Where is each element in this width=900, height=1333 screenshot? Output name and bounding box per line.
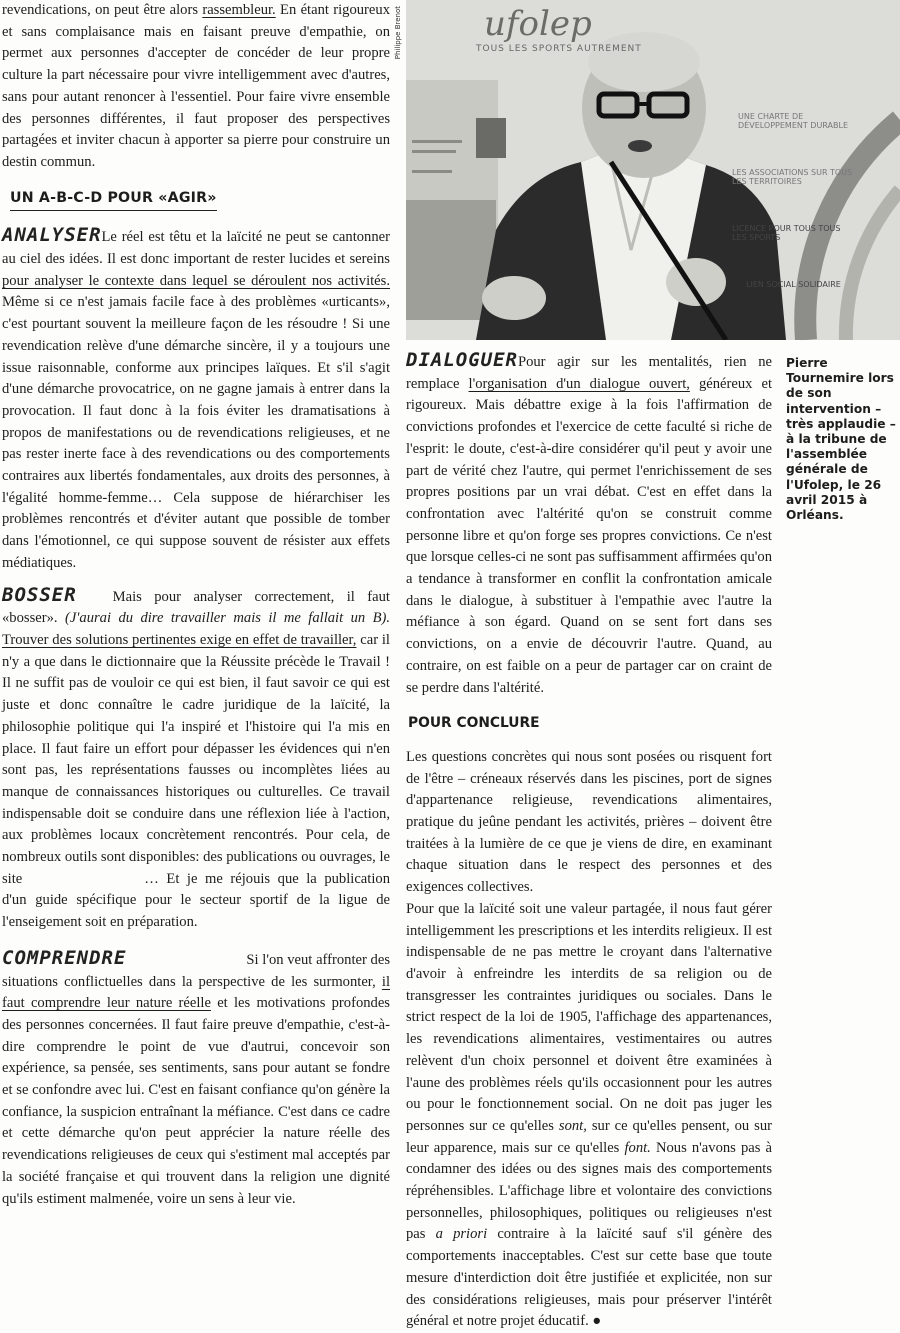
paragraph-conclure-1: Les questions concrètes qui nous sont posées ou risquent fort de l'être – créneaux réservés dans les piscines, port de signes d'appartenance religieuse, revendications alimentaires, pratique du jeûne pendant les activités, prières – doivent être traitées à la lumière de ce que je viens de dire, en examinant chaque situation dans le respect des personnes et des exigences collectives. (406, 748, 772, 896)
photo-credit: Philippe Brenot (394, 6, 402, 60)
underline-rassembleur: rassembleur. (202, 2, 276, 18)
photo-caption: Pierre Tournemire lors de son intervention – très applaudie – à la tribune de l'assemblée générale de l'Ufolep, le 26 avril 2015 à Orléans. (786, 356, 896, 523)
banner-associations: LES ASSOCIATIONS SUR TOUS LES TERRITOIRES (732, 168, 853, 186)
paragraph-intro: revendications, on peut être alors rassembleur. En étant rigoureux et sans complaisance mais en faisant preuve d'empathie, on permet aux personnes d'accepter de concéder de leur propre culture la part nécessaire pour vivre intelligemment avec d'autres, sans pour autant renoncer à l'essentiel. Pour faire vivre ensemble des personnes différentes, il faut proposer des perspectives partagées et inviter chacun à apporter sa pierre pour construire un destin commun. (2, 2, 390, 170)
paragraph-comprendre: COMPRENDRE Si l'on veut affronter des situations conflictuelles dans la perspective de les surmonter, il faut comprendre leur nature réelle et les motivations profondes des personnes concernées. Il faut faire preuve d'empathie, c'est-à-dire comprendre le point de vue d'autrui, concevoir son expérience, sa pensée, ses sentiments, sans pour autant se fondre et se confondre avec lui. C'est en faisant confiance qu'on génère la confiance, la suspicion entraînant la méfiance. C'est dans ce cadre et cette démarche qu'on peut apprécier la nature réelle des revendications religieuses de ceux qui s'estiment mal acceptés par la société française et qui trouvent dans la religion une dignité qu'ils estiment malmenée, voire un sens à leur vie. (2, 946, 390, 1207)
banner-licence: LICENCE POUR TOUS TOUS LES SPORTS (732, 224, 841, 242)
handwritten-analyser: ANALYSER (2, 224, 102, 247)
paragraph-bosser: BOSSER Mais pour analyser correctement, il faut «bosser». (J'aurai du dire travailler mais il me fallait un B). Trouver des solutions pertinentes exige en effet de travailler, car il n'y a que dans le dictionnaire que la Réussite précède le Travail ! Il ne suffit pas de vouloir ce qui est bien, il faut savoir ce qui est juste et donc connaître le cadre juridique de la laïcité, la philosophie politique qui l'a inspiré et l'histoire qui l'a mis en place. Il faut faire un effort pour dépasser les évidences qui n'en sont pas, les représentations fausses ou incomplètes liées au manque de connaissances historiques ou culturelles. Ce travail indispensable doit se conduire dans une réflexion liée à l'action, aux problèmes locaux concrètement rencontrés. Pour cela, de nombreux outils sont disponibles: des publications ou ouvrages, le site … Et je me réjouis que la publication d'un guide spécifique pour le secteur sportif de la ligue de l'enseigement soit en préparation. (2, 583, 390, 931)
banner-lien-social: LIEN SOCIAL SOLIDAIRE (746, 280, 841, 289)
ufolep-logo: ufolep (484, 4, 592, 44)
section-title-abcd: UN A-B-C-D POUR «AGIR» (10, 188, 217, 212)
paragraph-analyser: ANALYSERLe réel est têtu et la laïcité ne peut se cantonner au ciel des idées. Il est donc important de rester lucides et sereins pour analyser le contexte dans lequel se déroulent nos activités. Même si ce n'est jamais facile face à des problèmes «urticants», c'est pourtant souvent la meilleure façon de les résoudre ! Si une revendication relève d'une démarche sincère, il y a toujours une issue raisonnable, conforme aux principes laïques. Et s'il s'agit d'une démarche provocatrice, on ne gagne jamais à entrer dans la provocation. Il faut donc à la fois éviter les dramatisations à propos de manifestations ou de revendications religieuses, et ne pas rester inerte face à des revendications ou des comportements contraires aux libertés fondamentales, aux droits des personnes, à l'égalité homme-femme… Cela suppose de hiérarchiser les problèmes rencontrés et d'éviter autant que possible de tomber dans l'émotionnel, ce qui suppose souvent de résister aux effets médiatiques. (2, 224, 390, 571)
ufolep-tagline: TOUS LES SPORTS AUTREMENT (476, 44, 642, 54)
handwritten-comprendre: COMPRENDRE (2, 946, 127, 969)
section-title-conclure: POUR CONCLURE (408, 715, 540, 732)
right-column (406, 342, 772, 1333)
end-mark: ● (592, 1313, 602, 1330)
speaker-photo (406, 0, 900, 340)
handwritten-dialoguer: DIALOGUER (406, 349, 518, 371)
banner-charte: UNE CHARTE DE DÉVELOPPEMENT DURABLE (738, 112, 849, 130)
handwritten-bosser: BOSSER (2, 583, 77, 606)
paragraph-dialoguer: DIALOGUERPour agir sur les mentalités, rien ne remplace l'organisation d'un dialogue ouvert, généreux et rigoureux. Mais débattre exige à la fois l'affirmation de convictions profondes et l'exercice de cette faculté si riche de l'esprit: le doute, c'est-à-dire considérer qu'il peut y avoir une part de vérité chez l'autre, qui permet l'enrichissement de ses propres positions par un vrai débat. C'est en effet dans la confrontation avec l'altérité qu'on se construit comme personne libre et qu'on forge ses propres convictions. Ce n'est que lorsque celles-ci ne sont pas suffisamment affirmées qu'on a tendance à transformer en conflit la confrontation amicale dans le dialogue, à substituer à l'empathie avec l'autre la méfiance à son égard. Quand on se sent fort dans ses convictions, on a envie de découvrir l'autre. Quand, au contraire, on est faible on a peur de partager car on craint de se perdre dans l'altérité. (406, 349, 772, 696)
left-column (0, 0, 390, 1210)
paragraph-conclure-2: Pour que la laïcité soit une valeur partagée, il nous faut gérer intelligemment les prescriptions et les interdits religieux. Il est indispensable de ne pas mettre le croyant dans l'alternative d'avoir à enfreindre les interdits de sa religion ou de transgresser les contraintes juridiques ou sociales. Dans le strict respect de la loi de 1905, l'affichage des appartenances, les revendications alimentaires, vestimentaires ou autres relèvent d'un choix personnel et doivent être examinées à l'aune des problèmes réels qu'ils occasionnent pour les autres ou pour le fonctionnement social. On ne doit pas juger les personnes sur ce qu'elles sont, sur ce qu'elles pensent, ou sur leur apparence, mais sur ce qu'elles font. Nous n'avons pas à condamner des idées ou des signes mais des comportements répréhensibles. L'affichage libre et volontaire des convictions personnelles, philosophiques, politiques ou religieuses n'est pas a priori contraire à la laïcité sauf s'il génère des comportements inacceptables. C'est sur cette base que toute mesure d'interdiction doit être justifiée et explicitée, non sur des considérations religieuses, mais pour préserver l'intérêt général et notre projet éducatif. ● (406, 900, 773, 1330)
